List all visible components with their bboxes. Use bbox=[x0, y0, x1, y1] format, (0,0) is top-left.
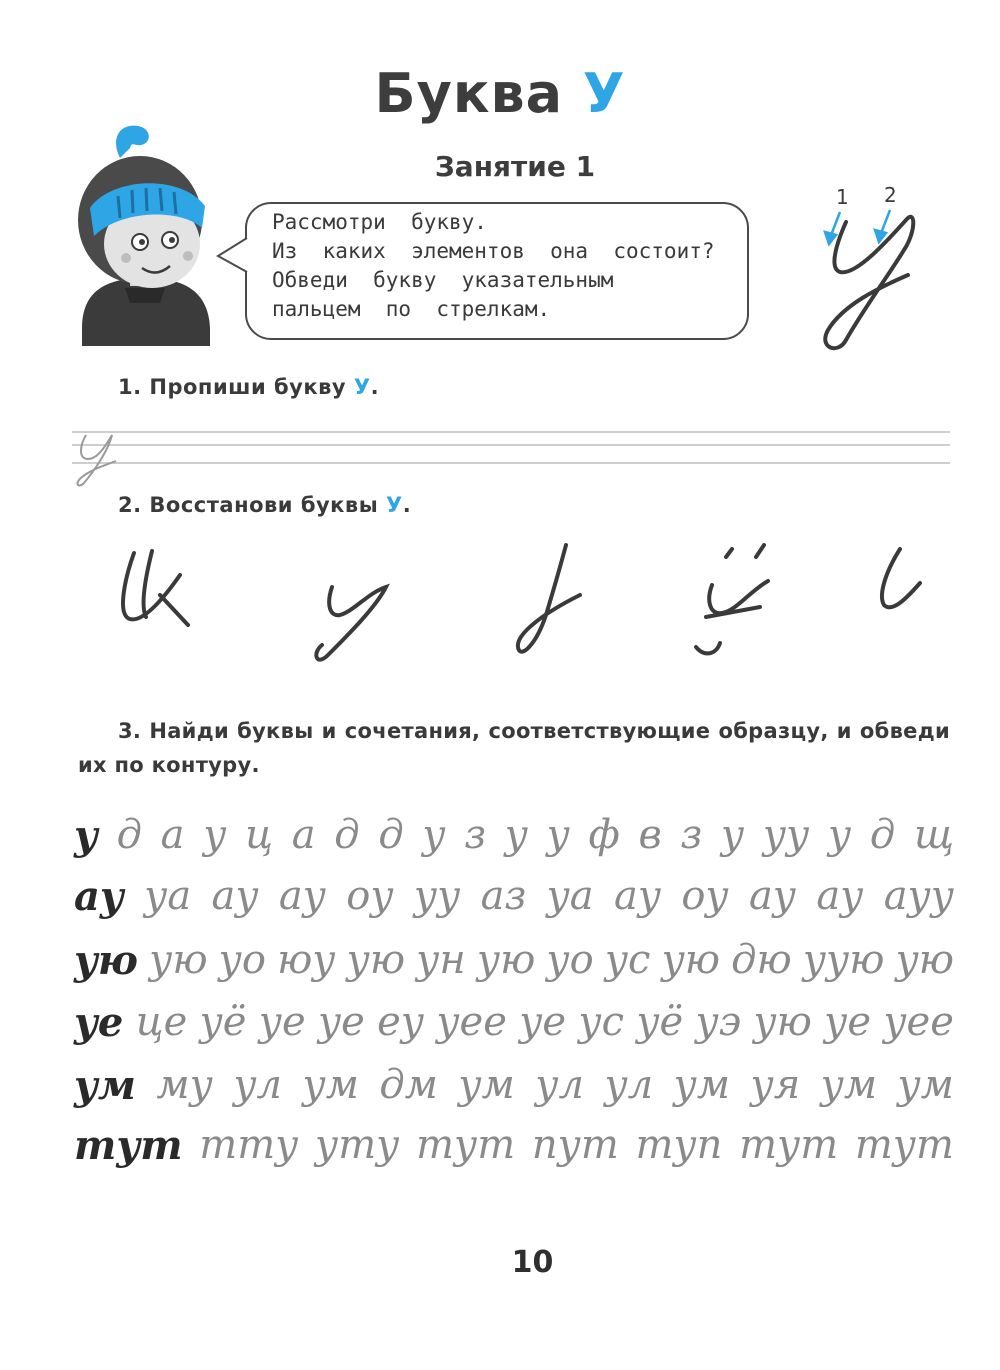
row-item[interactable]: ф bbox=[588, 812, 620, 858]
task-2-heading: 2. Восстанови буквы У. bbox=[118, 493, 412, 517]
row-item[interactable]: ую bbox=[895, 937, 954, 983]
lesson-subtitle: Занятие 1 bbox=[434, 150, 596, 183]
row-sample[interactable]: уе bbox=[74, 998, 124, 1046]
row-item[interactable]: уу bbox=[762, 812, 810, 858]
row-item[interactable]: оу bbox=[681, 873, 729, 919]
row-item[interactable]: ую bbox=[753, 999, 812, 1045]
task-1-heading: 1. Пропиши букву У. bbox=[118, 375, 380, 399]
row-item[interactable]: у bbox=[721, 812, 745, 858]
row-item[interactable]: у bbox=[422, 812, 446, 858]
row-item[interactable]: уее bbox=[883, 999, 954, 1045]
cursive-row-6 bbox=[74, 1115, 954, 1175]
writing-lines[interactable] bbox=[72, 425, 952, 490]
row-item[interactable]: з bbox=[464, 812, 487, 858]
arrow-number-2: 2 bbox=[884, 183, 897, 207]
row-item[interactable]: му bbox=[156, 1062, 213, 1108]
cursive-row-2 bbox=[74, 866, 954, 926]
row-item[interactable]: уу bbox=[413, 873, 461, 919]
row-item[interactable]: пут bbox=[531, 1122, 619, 1168]
row-item[interactable]: ауу bbox=[883, 873, 954, 919]
row-item[interactable]: ум bbox=[458, 1062, 515, 1108]
row-item[interactable]: юу bbox=[277, 937, 336, 983]
row-item[interactable]: д bbox=[378, 812, 404, 858]
row-item[interactable]: щ bbox=[913, 812, 954, 858]
row-item[interactable]: уё bbox=[199, 999, 247, 1045]
row-item[interactable]: уе bbox=[317, 999, 365, 1045]
row-item[interactable]: ую bbox=[476, 937, 536, 983]
row-item[interactable]: ул bbox=[535, 1062, 584, 1108]
task-2-letter: У bbox=[386, 493, 403, 517]
row-item[interactable]: д bbox=[334, 812, 360, 858]
row-item[interactable]: ау bbox=[278, 873, 326, 919]
row-sample[interactable]: у bbox=[74, 811, 98, 859]
row-item[interactable]: дм bbox=[379, 1062, 438, 1108]
row-item[interactable]: уя bbox=[750, 1062, 801, 1108]
row-item[interactable]: уую bbox=[802, 937, 885, 983]
row-item[interactable]: уе bbox=[258, 999, 306, 1045]
row-item[interactable]: уее bbox=[436, 999, 507, 1045]
row-item[interactable]: уэ bbox=[695, 999, 742, 1045]
row-sample[interactable]: ую bbox=[74, 936, 138, 984]
speech-bubble-tail bbox=[215, 236, 249, 276]
row-item[interactable]: ц bbox=[245, 812, 274, 858]
restore-letters-figures[interactable] bbox=[100, 535, 960, 665]
row-item[interactable]: ус bbox=[604, 937, 651, 983]
row-item[interactable]: а bbox=[160, 812, 185, 858]
row-item[interactable]: уо bbox=[218, 937, 266, 983]
row-item[interactable]: ус bbox=[578, 999, 624, 1045]
cursive-row-5 bbox=[74, 1055, 954, 1115]
bubble-line: Рассмотри букву. bbox=[272, 210, 487, 234]
row-item[interactable]: дю bbox=[731, 937, 792, 983]
row-item[interactable]: аз bbox=[480, 873, 527, 919]
row-item[interactable]: тут bbox=[739, 1122, 839, 1168]
row-item[interactable]: у bbox=[546, 812, 570, 858]
title-prefix: Буква bbox=[374, 62, 564, 125]
cursive-row-1 bbox=[74, 805, 954, 865]
row-item[interactable]: ул bbox=[233, 1062, 282, 1108]
row-item[interactable]: ум bbox=[302, 1062, 359, 1108]
row-item[interactable]: з bbox=[680, 812, 703, 858]
page-number: 10 bbox=[511, 1245, 554, 1280]
row-item[interactable]: ау bbox=[211, 873, 259, 919]
task-3-heading: 3. Найди буквы и сочетания, соответствующие образцу, и обведи их по контуру. bbox=[78, 719, 950, 777]
sample-letter-trace bbox=[78, 435, 116, 485]
row-item[interactable]: уа bbox=[144, 873, 192, 919]
row-sample[interactable]: ум bbox=[74, 1061, 136, 1109]
row-item[interactable]: тут bbox=[416, 1122, 516, 1168]
row-item[interactable]: ум bbox=[897, 1062, 954, 1108]
row-item[interactable]: туп bbox=[635, 1122, 723, 1168]
row-item[interactable]: уо bbox=[546, 937, 594, 983]
cursive-row-4 bbox=[74, 992, 954, 1052]
row-item[interactable]: уё bbox=[636, 999, 684, 1045]
row-item[interactable]: ум bbox=[673, 1062, 730, 1108]
row-item[interactable]: а bbox=[291, 812, 316, 858]
row-item[interactable]: ау bbox=[748, 873, 797, 919]
row-item[interactable]: ую bbox=[661, 937, 720, 983]
cursive-letter-sample bbox=[808, 180, 928, 355]
row-item[interactable]: оу bbox=[346, 873, 394, 919]
title-letter: У bbox=[582, 62, 626, 125]
row-item[interactable]: ую bbox=[346, 937, 406, 983]
row-item[interactable]: у bbox=[828, 812, 852, 858]
row-item[interactable]: уа bbox=[546, 873, 594, 919]
arrow-number-1: 1 bbox=[836, 185, 849, 209]
row-item[interactable]: ум bbox=[820, 1062, 878, 1108]
row-item[interactable]: д bbox=[869, 812, 896, 858]
row-item[interactable]: д bbox=[116, 812, 142, 858]
row-item[interactable]: ау bbox=[816, 873, 864, 919]
cursive-row-3 bbox=[74, 930, 954, 990]
row-item[interactable]: ау bbox=[613, 873, 662, 919]
row-sample[interactable]: тут bbox=[74, 1121, 183, 1169]
knight-mascot-illustration bbox=[70, 118, 220, 346]
row-item[interactable]: уе bbox=[519, 999, 567, 1045]
row-item[interactable]: в bbox=[638, 812, 662, 858]
row-item[interactable]: ую bbox=[149, 937, 208, 983]
row-item[interactable]: уту bbox=[315, 1122, 400, 1168]
row-item[interactable]: ул bbox=[604, 1062, 654, 1108]
row-sample[interactable]: ау bbox=[74, 872, 124, 920]
bubble-line: Обведи букву указательным bbox=[272, 268, 614, 292]
bubble-instructions bbox=[272, 208, 742, 324]
bubble-line: Из каких элементов она состоит? bbox=[272, 239, 715, 263]
row-item[interactable]: ун bbox=[416, 937, 466, 983]
row-item[interactable]: тут bbox=[854, 1122, 954, 1168]
row-item[interactable]: у bbox=[504, 812, 528, 858]
row-item[interactable]: у bbox=[203, 812, 227, 858]
page-title bbox=[0, 62, 1000, 125]
bubble-line: пальцем по стрелкам. bbox=[272, 297, 551, 321]
row-item[interactable]: тту bbox=[199, 1122, 299, 1168]
row-item[interactable]: еу bbox=[377, 999, 425, 1045]
task-1-letter: У bbox=[353, 375, 371, 399]
row-item[interactable]: це bbox=[135, 999, 188, 1045]
row-item[interactable]: уе bbox=[824, 999, 872, 1045]
